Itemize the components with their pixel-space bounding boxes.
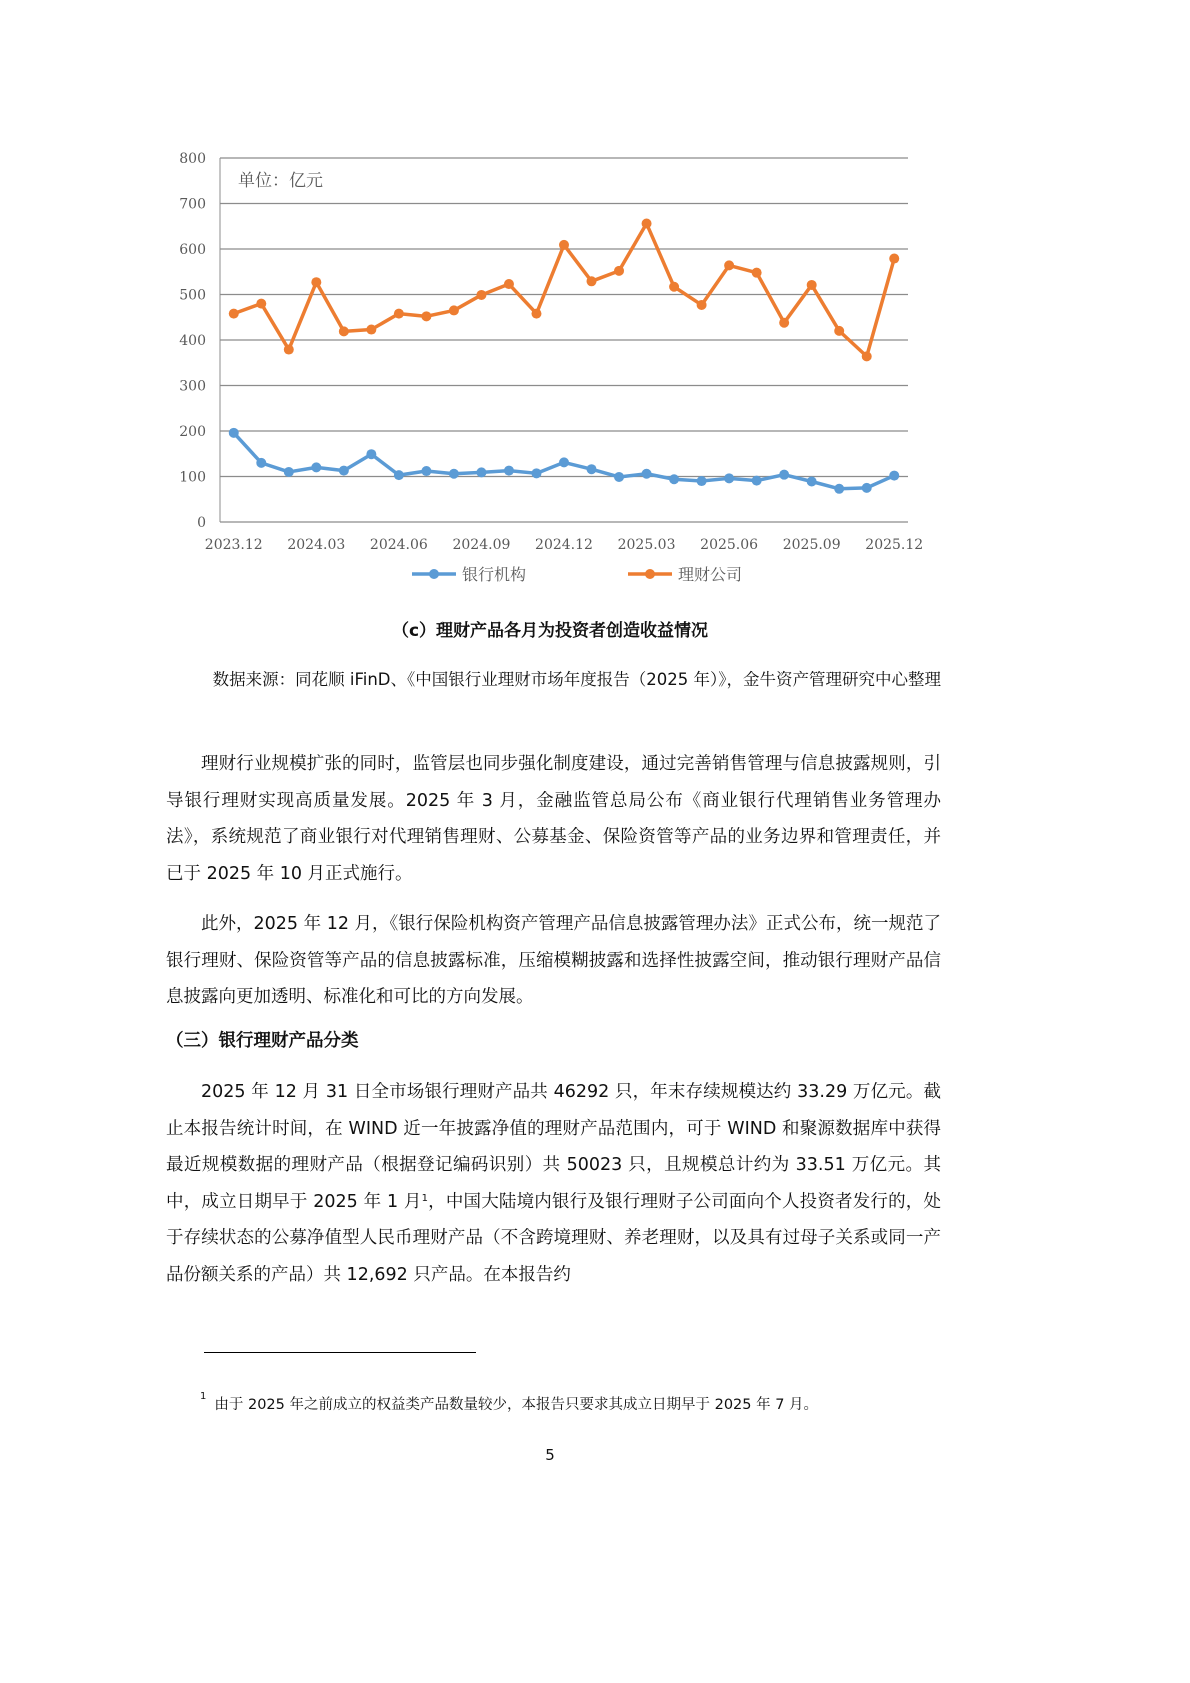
data-point xyxy=(339,326,349,336)
data-point xyxy=(284,467,294,477)
footnote xyxy=(200,1393,818,1414)
data-point xyxy=(449,469,459,479)
data-point xyxy=(697,476,707,486)
data-point xyxy=(504,279,514,289)
footnote-text: 由于 2025 年之前成立的权益类产品数量较少，本报告只要求其成立日期早于 2025 年 7 月。 xyxy=(214,1397,819,1413)
x-tick-label: 2024.06 xyxy=(369,537,428,553)
page-number: 5 xyxy=(545,1446,555,1464)
data-point xyxy=(559,240,569,250)
x-tick-label: 2024.03 xyxy=(287,537,346,553)
footnote-divider xyxy=(204,1352,476,1353)
data-point xyxy=(779,470,789,480)
paragraph-3-text-a: 2025 年 12 月 31 日全市场银行理财产品共 46292 只，年末存续规模达约 33.29 万亿元。截止本报告统计时间，在 WIND 近一年披露净值的理财产品范围内，可于 WIND 和聚源数据库中获得最近规模数据的理财产品（根据登记编码识别）共 50023 只，且规模总计约为 33.51 万亿元。其中，成立日期早于 2025 年 1 月 xyxy=(166,1082,941,1212)
body-paragraph-2: 此外，2025 年 12 月，《银行保险机构资产管理产品信息披露管理办法》正式公布，统一规范了银行理财、保险资管等产品的信息披露标准，压缩模糊披露和选择性披露空间，推动银行理财产品信息披露向更加透明、标准化和可比的方向发展。 xyxy=(166,914,941,1007)
y-tick-label: 800 xyxy=(179,151,206,167)
x-tick-label: 2025.12 xyxy=(865,537,924,553)
data-point xyxy=(284,345,294,355)
data-point xyxy=(834,484,844,494)
legend-swatch-marker xyxy=(429,569,439,579)
section-heading: （三）银行理财产品分类 xyxy=(166,1031,359,1051)
data-point xyxy=(256,299,266,309)
data-point xyxy=(311,462,321,472)
data-point xyxy=(394,309,404,319)
legend-label: 银行机构 xyxy=(462,565,527,584)
data-source-note: 数据来源：同花顺 iFinD、《中国银行业理财市场年度报告（2025 年）》，金牛资产管理研究中心整理 xyxy=(212,670,941,689)
y-tick-label: 700 xyxy=(179,196,206,213)
data-point xyxy=(834,326,844,336)
data-point xyxy=(394,470,404,480)
body-paragraph-1: 理财行业规模扩张的同时，监管层也同步强化制度建设，通过完善销售管理与信息披露规则，引导银行理财实现高质量发展。2025 年 3 月，金融监管总局公布《商业银行代理销售业务管理办法》，系统规范了商业银行对代理销售理财、公募基金、保险资管等产品的业务边界和管理责任，并已于 2025 年 10 月正式施行。 xyxy=(166,754,941,884)
data-point xyxy=(862,351,872,361)
y-tick-label: 600 xyxy=(179,242,206,258)
data-point xyxy=(807,477,817,487)
data-point xyxy=(559,457,569,467)
x-tick-label: 2025.06 xyxy=(700,537,759,553)
data-point xyxy=(476,290,486,300)
data-point xyxy=(614,266,624,276)
data-point xyxy=(421,311,431,321)
x-tick-label: 2024.09 xyxy=(452,537,511,553)
data-point xyxy=(587,276,597,286)
data-point xyxy=(697,300,707,310)
data-point xyxy=(724,473,734,483)
y-tick-label: 500 xyxy=(179,287,206,304)
data-point xyxy=(531,468,541,478)
data-point xyxy=(366,325,376,335)
y-tick-label: 400 xyxy=(179,333,206,349)
footnote-reference[interactable]: 1 xyxy=(421,1192,428,1204)
data-point xyxy=(587,464,597,474)
figure-caption: （c）理财产品各月为投资者创造收益情况 xyxy=(391,621,709,641)
data-point xyxy=(669,474,679,484)
data-point xyxy=(862,483,872,493)
data-point xyxy=(339,466,349,476)
data-point xyxy=(779,318,789,328)
data-point xyxy=(449,305,459,315)
data-point xyxy=(311,277,321,287)
y-tick-label: 300 xyxy=(179,378,206,395)
data-point xyxy=(807,280,817,290)
data-point xyxy=(504,466,514,476)
data-point xyxy=(752,476,762,486)
data-point xyxy=(229,428,239,438)
data-point xyxy=(256,458,266,468)
body-paragraph-3 xyxy=(166,1074,941,1293)
x-tick-label: 2025.09 xyxy=(782,537,841,553)
x-tick-label: 2023.12 xyxy=(204,537,263,553)
data-point xyxy=(669,282,679,292)
data-point xyxy=(642,219,652,229)
y-tick-label: 100 xyxy=(179,469,206,486)
line-chart xyxy=(160,140,940,590)
legend-label: 理财公司 xyxy=(678,565,743,584)
paragraph-3-text-b: ，中国大陆境内银行及银行理财子公司面向个人投资者发行的，处于存续状态的公募净值型人民币理财产品（不含跨境理财、养老理财，以及具有过母子关系或同一产品份额关系的产品）共 12,692 只产品。在本报告约 xyxy=(166,1191,941,1285)
data-point xyxy=(366,449,376,459)
footnote-mark: 1 xyxy=(200,1391,207,1403)
unit-note: 单位：亿元 xyxy=(238,171,323,191)
data-point xyxy=(421,466,431,476)
y-tick-label: 0 xyxy=(197,515,206,531)
data-point xyxy=(642,469,652,479)
data-point xyxy=(724,260,734,270)
data-point xyxy=(476,467,486,477)
y-tick-label: 200 xyxy=(179,424,206,440)
data-point xyxy=(531,309,541,319)
x-tick-label: 2024.12 xyxy=(535,537,593,553)
data-point xyxy=(889,254,899,264)
legend-swatch-marker xyxy=(645,569,655,579)
x-tick-label: 2025.03 xyxy=(617,537,676,553)
data-point xyxy=(614,472,624,482)
data-point xyxy=(229,309,239,319)
data-point xyxy=(752,268,762,278)
data-point xyxy=(889,471,899,481)
